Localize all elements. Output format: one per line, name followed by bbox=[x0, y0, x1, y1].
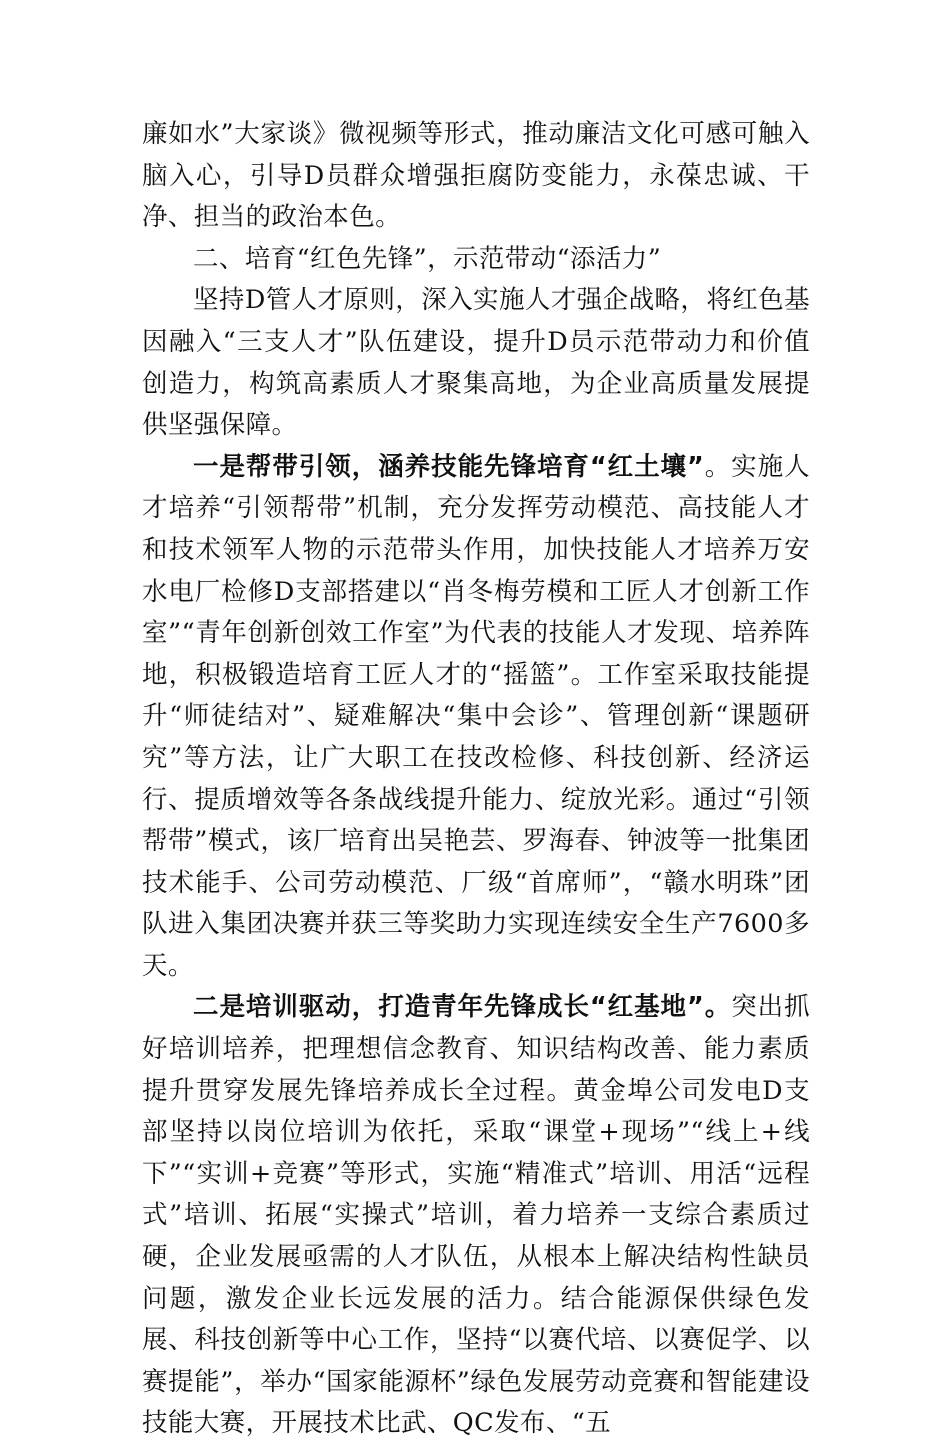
section-heading bbox=[142, 239, 810, 281]
paragraph-text: 廉如水”大家谈》微视频等形式，推动廉洁文化可感可触入脑入心，引导D员群众增强拒腐防变能力，永葆忠诚、干净、担当的政治本色。 bbox=[142, 119, 810, 233]
paragraph-item-two bbox=[142, 987, 810, 1445]
section-heading-text: 二、培育“红色先锋”，示范带动“添活力” bbox=[193, 243, 662, 274]
paragraph-item-one bbox=[142, 447, 810, 988]
paragraph-text: 。实施人才培养“引领帮带”机制，充分发挥劳动模范、高技能人才和技术领军人物的示范带头作用，加快技能人才培养万安水电厂检修D支部搭建以“肖冬梅劳模和工匠人才创新工作室”“青年创新创效工作室”为代表的技能人才发现、培养阵地，积极锻造培育工匠人才的“摇篮”。工作室采取技能提升“师徒结对”、疑难解决“集中会诊”、管理创新“课题研究”等方法，让广大职工在技改检修、科技创新、经济运行、提质增效等各条战线提升能力、绽放光彩。通过“引领帮带”模式，该厂培育出吴艳芸、罗海春、钟波等一批集团技术能手、公司劳动模范、厂级“首席师”，“赣水明珠”团队进入集团决赛并获三等奖助力实现连续安全生产7600多天。 bbox=[142, 451, 810, 981]
paragraph-text: 突出抓好培训培养，把理想信念教育、知识结构改善、能力素质提升贯穿发展先锋培养成长全过程。黄金埠公司发电D支部坚持以岗位培训为依托，采取“课堂+现场”“线上+线下”“实训+竞赛”等形式，实施“精准式”培训、用活“远程式”培训、拓展“实操式”培训，着力培养一支综合素质过硬，企业发展亟需的人才队伍，从根本上解决结构性缺员问题，激发企业长远发展的活力。结合能源保供绿色发展、科技创新等中心工作，坚持“以赛代培、以赛促学、以赛提能”，举办“国家能源杯”绿色发展劳动竞赛和智能建设技能大赛，开展技术比武、QC发布、“五 bbox=[142, 992, 811, 1439]
paragraph-continuation bbox=[142, 114, 810, 239]
paragraph-lead: 一是帮带引领，涵养技能先锋培育“红土壤” bbox=[193, 451, 705, 482]
paragraph-lead: 二是培训驱动，打造青年先锋成长“红基地”。 bbox=[193, 992, 732, 1023]
paragraph-text: 坚持D管人才原则，深入实施人才强企战略，将红色基因融入“三支人才”队伍建设，提升D员示范带动力和价值创造力，构筑高素质人才聚集高地，为企业高质量发展提供坚强保障。 bbox=[142, 285, 810, 441]
document-page bbox=[142, 114, 810, 1445]
paragraph-intro bbox=[142, 280, 810, 446]
